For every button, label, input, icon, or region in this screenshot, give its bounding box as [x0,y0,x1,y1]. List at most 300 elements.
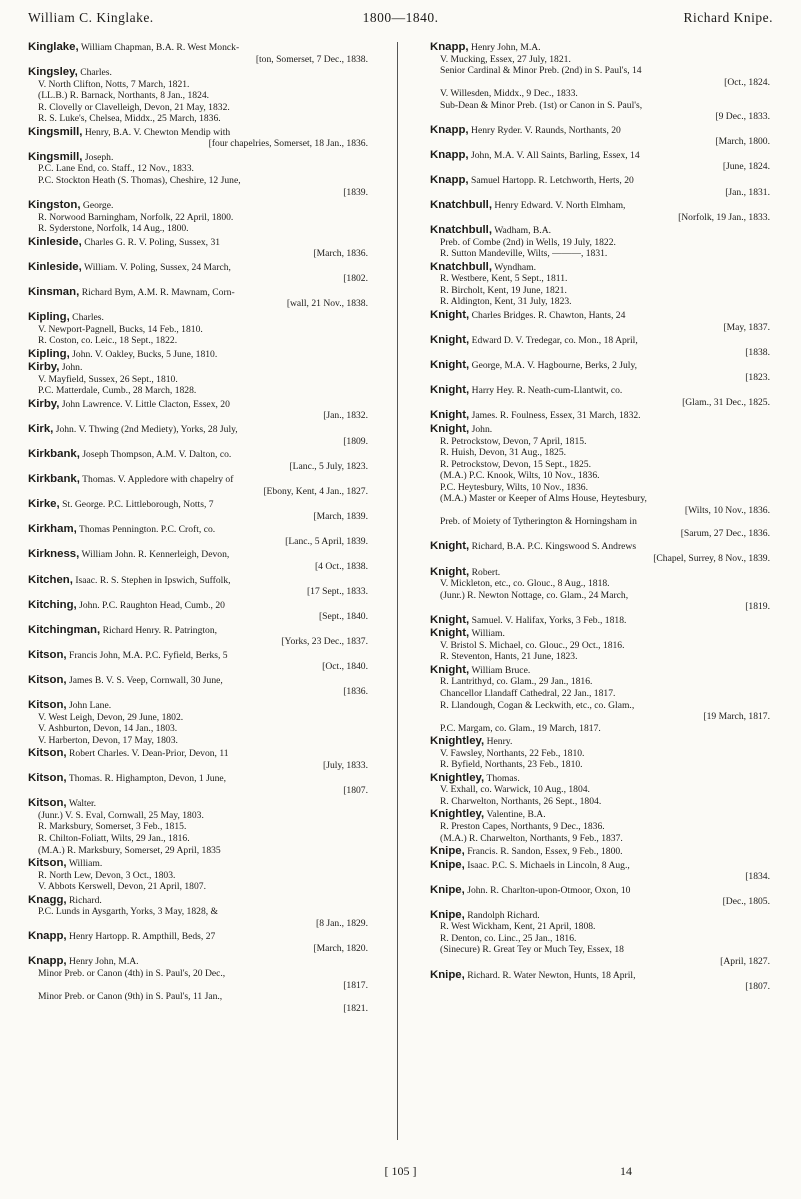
entry-first-line [430,809,770,821]
entry-name: Knight, [430,627,470,640]
entry-line: (Junr.) V. S. Eval, Cornwall, 25 May, 1803. [38,809,204,821]
entry-name: Kitson, [28,772,67,785]
entry-line: V. West Leigh, Devon, 29 June, 1802. [38,711,184,723]
entry-line: [Sept., 1840. [318,611,368,623]
entry-text: Francis. R. Sandon, Essex, 9 Feb., 1800. [467,846,623,858]
entry-name: Kitson, [28,648,67,661]
entry-name: Kinleside, [28,235,82,248]
entry-line: [Chapel, Surrey, 8 Nov., 1839. [653,552,770,564]
entry-line: V. Ashburton, Devon, 14 Jan., 1803. [38,723,178,735]
entry-line: [July, 1833. [323,759,368,771]
entry-line: [April, 1827. [720,956,770,968]
entry-text: Robert. [471,566,501,578]
entry-line: P.C. Lunds in Aysgarth, Yorks, 3 May, 1828, & [38,906,218,918]
entry-text: Henry, B.A. V. Chewton Mendip with [84,126,231,138]
entry-line: [Oct., 1824. [724,76,770,88]
entry-text: Richard Bym, A.M. R. Mawnam, Corn- [81,286,235,298]
entry [28,449,368,472]
entry-first-line [28,575,368,587]
entry-line: [Ebony, Kent, 4 Jan., 1827. [263,485,368,497]
entry-name: Knightley, [430,808,485,821]
entry-name: Knightley, [430,771,485,784]
entry [430,262,770,308]
entry-name: Kinglake, [28,42,79,53]
entry-first-line [28,499,368,511]
entry-line: (Junr.) R. Newton Nottage, co. Glam., 24 March, [440,589,629,601]
entry-name: Knight, [430,565,470,578]
entry-first-line [430,615,770,627]
entry-first-line [430,175,770,187]
entry [28,200,368,235]
entry-name: Knipe, [430,968,465,981]
entry-line: [Lanc., 5 April, 1839. [285,535,368,547]
entry-line: Chancellor Llandaff Cathedral, 22 Jan., 1817. [440,687,616,699]
entry-line: (M.A.) R. Marksbury, Somerset, 29 April, 1835 [38,844,221,856]
entry-line: V. Abbots Kerswell, Devon, 21 April, 1807. [38,881,206,893]
entry-first-line [430,385,770,397]
entry-first-line [430,567,770,579]
entry-text: John. V. Oakley, Bucks, 5 June, 1810. [72,348,218,360]
entry-name: Kirby, [28,361,60,374]
entry [28,349,368,361]
entry-line: R. Llandough, Cogan & Leckwith, etc., co. Glam., [440,699,635,711]
entry-line: V. North Clifton, Notts, 7 March, 1821. [38,78,190,90]
entry [430,615,770,627]
entry [28,362,368,397]
header-right: Richard Knipe. [683,10,773,26]
entry-name: Knapp, [28,955,67,968]
entry-first-line [430,150,770,162]
entry-name: Knatchbull, [430,199,493,212]
entry-line: (Sinecure) R. Great Tey or Much Tey, Essex, 18 [440,944,624,956]
entry-first-line [430,262,770,274]
entry-line: (M.A.) Master or Keeper of Alms House, Heytesbury, [440,493,647,505]
entry-line: R. Marksbury, Somerset, 3 Feb., 1815. [38,821,187,833]
entry-name: Kingsmill, [28,150,83,163]
entry-line: V. Mucking, Essex, 27 July, 1821. [440,53,571,65]
entry-first-line [430,360,770,372]
entry-line: [wall, 21 Nov., 1838. [286,298,368,310]
entry-line: [March, 1800. [715,136,770,148]
entry [430,42,770,123]
entry-name: Knight, [430,384,470,397]
entry-name: Knight, [430,309,470,322]
entry-line: [17 Sept., 1833. [306,586,368,598]
page-footer [0,1166,801,1186]
entry [430,885,770,908]
entry-line: Minor Preb. or Canon (4th) in S. Paul's, 20 Dec., [38,968,226,980]
entry-name: Kirkham, [28,523,77,536]
entry [430,567,770,613]
entry-line: [Yorks, 23 Dec., 1837. [281,636,368,648]
entry-line: [March, 1820. [313,942,368,954]
entry [430,175,770,198]
entry-name: Knagg, [28,893,67,906]
entry-name: Kitson, [28,698,67,711]
entry-first-line [430,335,770,347]
entry-line: R. Denton, co. Linc., 25 Jan., 1816. [440,932,577,944]
entry-text: William. [68,858,103,870]
entry-name: Kingston, [28,199,81,212]
entry [28,675,368,698]
entry-text: Samuel. V. Halifax, Yorks, 3 Feb., 1818. [471,614,627,626]
entry [430,410,770,422]
entry-first-line [28,449,368,461]
entry-line: Preb. of Combe (2nd) in Wells, 19 July, 1822. [440,236,616,248]
entry-first-line [28,895,368,907]
entry-first-line [430,860,770,872]
entry-line: Sub-Dean & Minor Preb. (1st) or Canon in S. Paul's, [440,99,643,111]
entry-name: Knight, [430,613,470,626]
entry [430,736,770,771]
left-column [28,42,368,1152]
entry-name: Knight, [430,663,470,676]
entry-text: Richard Henry. R. Patrington, [102,624,218,636]
entry-first-line [28,42,368,54]
entry-name: Kirkbank, [28,448,80,461]
entry-first-line [28,362,368,374]
entry-text: Richard, B.A. P.C. Kingswood S. Andrews [471,541,637,553]
entry-first-line [28,625,368,637]
entry-first-line [28,650,368,662]
entry [28,748,368,771]
entry-line: [May, 1837. [723,321,770,333]
entry-first-line [28,312,368,324]
entry-line: [1802. [343,273,368,285]
entry-first-line [430,424,770,436]
entry-line: [June, 1824. [722,161,770,173]
entry-first-line [28,349,368,361]
entry-name: Knapp, [430,174,469,187]
running-header [28,8,773,28]
entry [430,200,770,223]
entry-name: Knight, [430,359,470,372]
entry-line: [1809. [343,435,368,447]
entry [430,385,770,408]
entry-text: Richard. [69,894,102,906]
entry-text: Charles Bridges. R. Chawton, Hants, 24 [471,310,626,322]
entry-line: [1839. [343,186,368,198]
entry-name: Knight, [430,422,470,435]
entry-line: (M.A.) R. Charwelton, Northants, 9 Feb., 1837. [440,832,623,844]
entry [28,474,368,497]
entry-line: V. Mayfield, Sussex, 26 Sept., 1810. [38,373,178,385]
entry-line: R. Lantrithyd, co. Glam., 29 Jan., 1816. [440,676,593,688]
entry-name: Knipe, [430,883,465,896]
entry-first-line [28,773,368,785]
entry [430,970,770,993]
entry [430,335,770,358]
entry [28,127,368,150]
entry-line: [Glam., 31 Dec., 1825. [682,396,770,408]
entry-first-line [430,225,770,237]
entry [28,625,368,648]
column-divider [397,42,398,1140]
entry-line: [Lanc., 5 July, 1823. [289,460,368,472]
right-column [430,42,770,1152]
entry [28,287,368,310]
entry-name: Kirkness, [28,548,80,561]
entry-first-line [430,773,770,785]
entry-name: Knightley, [430,735,485,748]
entry-text: William. [471,628,505,640]
entry [430,665,770,734]
entry-name: Kipling, [28,347,70,360]
entry-name: Knight, [430,409,470,422]
entry-line: [1819. [745,601,770,613]
entry-text: William John. R. Kennerleigh, Devon, [81,549,230,561]
entry [28,858,368,893]
entry-line: R. Huish, Devon, 31 Aug., 1825. [440,447,567,459]
entry-first-line [430,310,770,322]
entry-text: Henry Ryder. V. Raunds, Northants, 20 [471,124,621,136]
entry-line: [1834. [745,871,770,883]
entry-line: P.C. Lane End, co. Staff., 12 Nov., 1833. [38,163,194,175]
entry-first-line [430,970,770,982]
entry-text: Joseph Thompson, A.M. V. Dalton, co. [82,449,232,461]
entry-text: John Lane. [69,699,112,711]
entry [430,860,770,883]
entry-line: R. Westbere, Kent, 5 Sept., 1811. [440,273,568,285]
entry-name: Kitchen, [28,573,73,586]
entry-name: Knapp, [430,42,469,53]
entry-line: [1821. [343,1002,368,1014]
entry-name: Kitchingman, [28,623,101,636]
entry-first-line [28,931,368,943]
entry-text: Henry John, M.A. [69,956,139,968]
entry-line: R. Charwelton, Northants, 26 Sept., 1804. [440,795,602,807]
entry-text: Henry John, M.A. [471,42,541,53]
entry-line: Preb. of Moiety of Tytherington & Horningsham in [440,516,637,528]
entry-line: [Jan., 1832. [323,410,368,422]
entry-name: Kirkbank, [28,473,80,486]
entry [28,956,368,1014]
entry [28,237,368,260]
entry-text: Thomas. V. Appledore with chapelry of [82,474,234,486]
entry-line: R. Chilton-Foliatt, Wilts, 29 Jan., 1816. [38,833,190,844]
header-left: William C. Kinglake. [28,10,154,26]
entry [430,773,770,808]
entry [28,424,368,447]
entry [28,67,368,125]
entry [430,846,770,858]
entry-first-line [430,628,770,640]
entry-line: R. Aldington, Kent, 31 July, 1823. [440,296,572,308]
entry-name: Knight, [430,540,470,553]
entry-line: V. Harberton, Devon, 17 May, 1803. [38,734,178,746]
entry-text: Charles. [80,67,112,79]
entry-text: Francis John, M.A. P.C. Fyfield, Berks, 5 [69,649,228,661]
entry [430,150,770,173]
entry-name: Kitson, [28,857,67,870]
entry [28,931,368,954]
entry-first-line [28,798,368,810]
entry-first-line [430,665,770,677]
entry [430,910,770,968]
entry-line: R. Preston Capes, Northants, 9 Dec., 1836. [440,821,605,832]
entry-line: [8 Jan., 1829. [316,917,368,929]
entry [28,650,368,673]
entry [28,152,368,198]
entry [430,125,770,148]
entry-line: V. Bristol S. Michael, co. Glouc., 29 Oct., 1816. [440,639,625,651]
entry [28,798,368,856]
entry-name: Knatchbull, [430,224,493,237]
entry-first-line [430,541,770,553]
entry-text: Thomas Pennington. P.C. Croft, co. [78,524,216,536]
entry-text: Isaac. P.C. S. Michaels in Lincoln, 8 Aug., [467,859,630,871]
entry [28,600,368,623]
entry-line: [1836. [343,686,368,698]
entry-line: [19 March, 1817. [703,711,770,723]
entry-text: William Chapman, B.A. R. West Monck- [80,42,240,53]
entry-line: [Dec., 1805. [722,896,770,908]
entry [430,360,770,383]
entry-name: Kirk, [28,422,54,435]
entry-line: R. Steventon, Hants, 21 June, 1823. [440,651,578,663]
entry-text: John Lawrence. V. Little Clacton, Essex, 20 [61,398,230,410]
entry-name: Kitson, [28,797,67,810]
entry-text: Wyndham. [494,261,537,273]
entry [28,42,368,65]
entry-text: Joseph. [84,151,114,163]
entry-name: Kirke, [28,498,60,511]
entry [28,399,368,422]
entry-line: [Jan., 1831. [725,186,770,198]
entry-text: Wadham, B.A. [494,225,552,237]
entry-line: [1823. [745,371,770,383]
entry-first-line [430,736,770,748]
entry-first-line [28,424,368,436]
entry-text: George. [82,200,114,212]
entry [28,895,368,930]
entry-first-line [430,200,770,212]
entry-line: R. Coston, co. Leic., 18 Sept., 1822. [38,335,178,347]
entry-first-line [28,152,368,164]
entry-text: St. George. P.C. Littleborough, Notts, 7 [62,499,214,511]
entry-text: Walter. [68,798,97,810]
entry-first-line [430,125,770,137]
entry-line: [Sarum, 27 Dec., 1836. [680,527,770,539]
entry [28,575,368,598]
entry-line: (LL.B.) R. Barnack, Northants, 8 Jan., 1824. [38,90,210,102]
entry-line: [Oct., 1840. [322,661,368,673]
entry-line: R. S. Luke's, Chelsea, Middx., 25 March, 1836. [38,113,221,125]
entry [28,773,368,796]
entry-text: Robert Charles. V. Dean-Prior, Devon, 11 [69,748,229,760]
entry-name: Kitching, [28,598,77,611]
entry-line: R. Clovelly or Clavelleigh, Devon, 21 May, 1832. [38,101,230,113]
entry-text: Thomas. R. Highampton, Devon, 1 June, [68,773,227,785]
entry-first-line [28,67,368,79]
entry-line: R. North Lew, Devon, 3 Oct., 1803. [38,869,176,881]
entry-line: P.C. Matterdale, Cumb., 28 March, 1828. [38,385,197,397]
entry-first-line [28,287,368,299]
entry [28,700,368,746]
entry-first-line [28,200,368,212]
entry-name: Knapp, [28,930,67,943]
entry-text: Edward D. V. Tredegar, co. Mon., 18 April, [471,335,638,347]
entry-name: Knapp, [430,148,469,161]
entry-name: Knatchbull, [430,260,493,273]
entry-name: Kingsley, [28,66,78,79]
entry-text: William Bruce. [471,664,531,676]
entry [28,524,368,547]
entry-text: Henry Edward. V. North Elmham, [494,200,626,212]
entry-line: [9 Dec., 1833. [715,111,770,123]
entry-name: Kinleside, [28,260,82,273]
entry-first-line [28,474,368,486]
entry-text: James. R. Foulness, Essex, 31 March, 1832. [471,410,641,422]
entry-name: Kinsman, [28,285,80,298]
entry-line: [four chapelries, Somerset, 18 Jan., 1836. [208,138,368,150]
entry [430,809,770,844]
entry-first-line [28,127,368,139]
entry [430,424,770,539]
entry-line: V. Willesden, Middx., 9 Dec., 1833. [440,88,578,100]
entry-text: Charles. [72,312,104,324]
entry [28,499,368,522]
page-number: [ 105 ] [384,1164,417,1178]
entry-first-line [430,410,770,422]
header-date-range: 1800—1840. [362,10,439,26]
entry-line: V. Mickleton, etc., co. Glouc., 8 Aug., 1818. [440,578,610,590]
entry-line: [Wilts, 10 Nov., 1836. [684,504,770,516]
entry-name: Kirby, [28,397,60,410]
entry-text: Henry. [486,736,513,748]
entry-name: Kitson, [28,747,67,760]
entry-first-line [28,262,368,274]
entry [28,262,368,285]
entry-line: P.C. Stockton Heath (S. Thomas), Cheshire, 12 June, [38,175,241,187]
entry-first-line [28,237,368,249]
entry-text: William. V. Poling, Sussex, 24 March, [84,261,231,273]
entry [430,541,770,564]
entry-name: Knapp, [430,123,469,136]
entry-text: Harry Hey. R. Neath-cum-Llantwit, co. [471,385,623,397]
entry-text: Charles G. R. V. Poling, Sussex, 31 [84,236,221,248]
entry-line: R. Syderstone, Norfolk, 14 Aug., 1800. [38,223,189,235]
entry-first-line [28,858,368,870]
entry-line: [1817. [343,979,368,991]
entry-first-line [430,910,770,922]
entry-first-line [28,748,368,760]
entry-name: Kipling, [28,311,70,324]
entry-name: Knipe, [430,908,465,921]
entry-first-line [28,956,368,968]
entry-text: John, M.A. V. All Saints, Barling, Essex, 14 [471,149,640,161]
entry-line: R. Byfield, Northants, 23 Feb., 1810. [440,759,583,771]
entry [28,312,368,347]
entry-first-line [430,846,770,858]
entry-line: V. Newport-Pagnell, Bucks, 14 Feb., 1810. [38,323,203,335]
entry-line: R. Norwood Barningham, Norfolk, 22 April, 1800. [38,211,234,223]
entry-first-line [28,524,368,536]
entry-name: Knight, [430,334,470,347]
entry-text: Thomas. [486,772,520,784]
entry-first-line [28,700,368,712]
entry-first-line [430,42,770,54]
entry-line: [1807. [745,981,770,993]
entry-line: [March, 1839. [313,510,368,522]
entry-line: [ton, Somerset, 7 Dec., 1838. [255,53,368,65]
entry-line: Senior Cardinal & Minor Preb. (2nd) in S. Paul's, 14 [440,65,642,77]
entry-line: [1838. [745,346,770,358]
entry-line: P.C. Heytesbury, Wilts, 10 Nov., 1836. [440,481,588,493]
entry-line: R. West Wickham, Kent, 21 April, 1808. [440,921,596,933]
entry-line: Minor Preb. or Canon (9th) in S. Paul's, 11 Jan., [38,991,223,1003]
entry-line: R. Petrockstow, Devon, 7 April, 1815. [440,435,587,447]
